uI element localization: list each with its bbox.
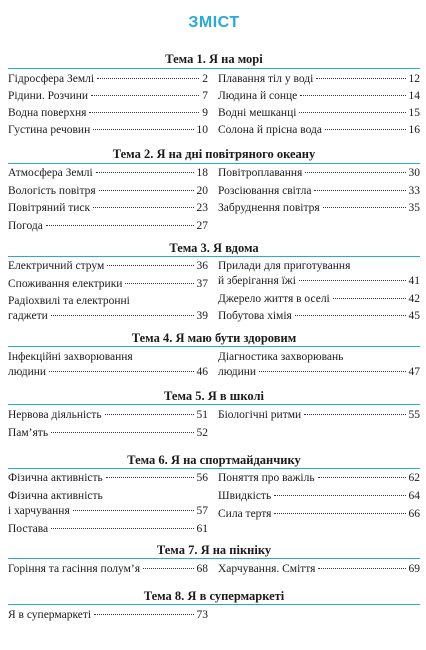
dot-leader xyxy=(143,568,193,569)
dot-leader xyxy=(94,614,193,615)
entry-title: Людина й сонце xyxy=(218,90,298,102)
dot-leader xyxy=(105,414,194,415)
entry-title: Повітряний тиск xyxy=(8,202,91,214)
dot-leader xyxy=(96,172,194,173)
toc-entry[interactable] xyxy=(218,408,420,423)
page-number: 33 xyxy=(408,184,420,197)
page-number: 37 xyxy=(196,277,208,290)
dot-leader xyxy=(49,371,193,372)
topic-divider xyxy=(8,558,420,559)
entry-title: людини xyxy=(8,366,47,378)
page-number: 2 xyxy=(202,73,208,85)
page-number: 45 xyxy=(408,310,420,322)
entry-title: Швидкість xyxy=(218,490,272,502)
toc-entry[interactable] xyxy=(218,507,420,522)
dot-leader xyxy=(51,432,193,433)
page-number: 27 xyxy=(196,219,208,232)
dot-leader xyxy=(97,78,199,79)
entry-title: Погода xyxy=(8,219,43,232)
toc-entry[interactable] xyxy=(218,292,420,307)
entry-title: Водні мешканці xyxy=(218,107,297,119)
dot-leader xyxy=(73,510,194,511)
toc-entry[interactable] xyxy=(8,259,208,274)
toc-entry[interactable] xyxy=(218,309,420,324)
entry-title: Повітроплавання xyxy=(218,167,303,179)
entry-title: Плавання тіл у воді xyxy=(218,73,314,85)
page-number: 55 xyxy=(408,409,420,421)
page-number: 52 xyxy=(196,427,208,439)
toc-entry[interactable] xyxy=(8,219,208,234)
dot-leader xyxy=(51,528,193,529)
entry-title-line: Інфекційні захворювання xyxy=(8,351,133,363)
entry-title: Харчування. Сміття xyxy=(218,563,316,575)
page-number: 10 xyxy=(196,124,208,136)
toc-entry[interactable] xyxy=(218,89,420,104)
page-number: 66 xyxy=(408,508,420,520)
page-number: 36 xyxy=(196,260,208,272)
page-number: 9 xyxy=(202,107,208,119)
dot-leader xyxy=(107,265,193,266)
entry-title: Побутова хімія xyxy=(218,310,292,322)
dot-leader xyxy=(325,129,406,130)
toc-entry[interactable] xyxy=(218,350,420,380)
page-number: 42 xyxy=(408,292,420,305)
topic-heading: Тема 3. Я вдома xyxy=(169,241,259,255)
dot-leader xyxy=(93,129,193,130)
toc-entry[interactable] xyxy=(8,106,208,121)
entry-title: Сила тертя xyxy=(218,508,272,520)
page-number: 39 xyxy=(196,310,208,322)
topic-heading: Тема 1. Я на морі xyxy=(165,52,263,66)
topic-heading: Тема 4. Я маю бути здоровим xyxy=(131,331,297,345)
page-number: 12 xyxy=(408,73,420,85)
toc-entry[interactable] xyxy=(8,350,208,380)
dot-leader xyxy=(274,513,405,514)
page-number: 61 xyxy=(196,523,208,535)
topic-heading: Тема 8. Я в супермаркеті xyxy=(143,589,285,603)
toc-entry[interactable] xyxy=(8,277,208,292)
page-number: 30 xyxy=(408,167,420,179)
page-number: 15 xyxy=(408,107,420,119)
entry-title: Рідини. Розчини xyxy=(8,90,89,102)
topic-divider xyxy=(8,68,420,69)
entry-title: Атмосфера Землі xyxy=(8,167,93,179)
page-number: 14 xyxy=(408,90,420,102)
entry-title: Поняття про важіль xyxy=(218,472,315,484)
entry-title-line: Радіохвилі та електронні xyxy=(8,295,130,307)
dot-leader xyxy=(91,95,199,96)
entry-title: Я в супермаркеті xyxy=(8,609,92,621)
entry-title: Забруднення повітря xyxy=(218,202,320,214)
page-number: 69 xyxy=(408,563,420,575)
entry-title: Розсіювання світла xyxy=(218,184,312,197)
toc-entry[interactable] xyxy=(218,72,420,87)
dot-leader xyxy=(333,298,406,299)
toc-entry[interactable] xyxy=(218,166,420,181)
dot-leader xyxy=(299,280,406,281)
dot-leader xyxy=(89,112,199,113)
topic-divider xyxy=(8,468,420,469)
page-number: 16 xyxy=(408,124,420,136)
topic-divider xyxy=(8,346,420,347)
topic-divider xyxy=(8,256,420,257)
dot-leader xyxy=(300,95,405,96)
entry-title: Споживання електрики xyxy=(8,277,123,290)
page-number: 51 xyxy=(196,409,208,421)
entry-title: і харчування xyxy=(8,505,70,517)
entry-title: Вологість повітря xyxy=(8,184,96,197)
dot-leader xyxy=(106,477,194,478)
toc-entry[interactable] xyxy=(218,123,420,138)
topic-heading: Тема 2. Я на дні повітряного океану xyxy=(112,147,316,161)
entry-title: Фізична активність xyxy=(8,472,103,484)
toc-entry[interactable] xyxy=(8,294,208,324)
entry-title: Джерело життя в оселі xyxy=(218,292,330,305)
toc-entry[interactable] xyxy=(8,562,208,577)
dot-leader xyxy=(305,172,405,173)
entry-title-line: Фізична активність xyxy=(8,490,103,502)
page-title: ЗМІСТ xyxy=(188,14,240,31)
topic-heading: Тема 6. Я на спортмайданчику xyxy=(127,453,301,467)
toc-entry[interactable] xyxy=(218,184,420,199)
page-number: 47 xyxy=(408,366,420,378)
dot-leader xyxy=(295,315,406,316)
dot-leader xyxy=(99,190,194,191)
dot-leader xyxy=(304,414,405,415)
toc-entry[interactable] xyxy=(218,471,420,486)
page-number: 7 xyxy=(202,90,208,102)
dot-leader xyxy=(314,190,405,191)
toc-entry[interactable] xyxy=(8,408,208,423)
toc-entry[interactable] xyxy=(8,201,208,216)
dot-leader xyxy=(316,78,405,79)
toc-entry[interactable] xyxy=(8,89,208,104)
toc-entry[interactable] xyxy=(218,201,420,216)
entry-title-line: Діагностика захворювань xyxy=(218,351,344,363)
toc-entry[interactable] xyxy=(218,562,420,577)
page-number: 20 xyxy=(196,184,208,197)
toc-entry[interactable] xyxy=(8,608,208,623)
entry-title: Електричний струм xyxy=(8,260,105,272)
entry-title: Постава xyxy=(8,523,49,535)
toc-entry[interactable] xyxy=(8,522,208,537)
topic-heading: Тема 7. Я на пікніку xyxy=(156,543,272,557)
toc-entry[interactable] xyxy=(8,426,208,441)
dot-leader xyxy=(93,207,193,208)
dot-leader xyxy=(274,495,405,496)
entry-title: людини xyxy=(218,366,257,378)
toc-entry[interactable] xyxy=(218,106,420,121)
toc-entry[interactable] xyxy=(8,166,208,181)
entry-title: Солона й прісна вода xyxy=(218,124,322,136)
page-number: 57 xyxy=(196,505,208,517)
toc-entry[interactable] xyxy=(218,489,420,504)
toc-entry[interactable] xyxy=(8,184,208,199)
page-number: 46 xyxy=(196,366,208,378)
topic-divider xyxy=(8,163,420,164)
toc-entry[interactable] xyxy=(8,489,208,519)
page-number: 18 xyxy=(196,167,208,179)
topic-divider xyxy=(8,604,420,605)
entry-title: Водна поверхня xyxy=(8,107,87,119)
page-number: 62 xyxy=(408,472,420,484)
entry-title: Густина речовин xyxy=(8,124,91,136)
entry-title: Гідросфера Землі xyxy=(8,73,95,85)
page-number: 64 xyxy=(408,490,420,502)
entry-title: Нервова діяльність xyxy=(8,409,102,421)
entry-title: гаджети xyxy=(8,310,48,322)
toc-entry[interactable] xyxy=(8,123,208,138)
toc-entry[interactable] xyxy=(8,471,208,486)
topic-heading: Тема 5. Я в школі xyxy=(164,389,264,403)
dot-leader xyxy=(323,207,406,208)
entry-title: й зберігання їжі xyxy=(218,275,296,287)
topic-divider xyxy=(8,404,420,405)
entry-title: Біологічні ритми xyxy=(218,409,302,421)
entry-title: Горіння та гасіння полум’я xyxy=(8,563,141,575)
toc-entry[interactable] xyxy=(218,259,420,289)
toc-entry[interactable] xyxy=(8,72,208,87)
page-number: 68 xyxy=(196,563,208,575)
dot-leader xyxy=(51,315,194,316)
page-number: 35 xyxy=(408,202,420,214)
entry-title-line: Прилади для приготування xyxy=(218,260,351,272)
dot-leader xyxy=(46,225,194,226)
entry-title: Пам’ять xyxy=(8,427,49,439)
page-number: 73 xyxy=(196,609,208,621)
dot-leader xyxy=(318,568,405,569)
dot-leader xyxy=(259,371,405,372)
dot-leader xyxy=(318,477,406,478)
dot-leader xyxy=(125,283,193,284)
page-number: 56 xyxy=(196,472,208,484)
page-number: 41 xyxy=(408,275,420,287)
dot-leader xyxy=(299,112,405,113)
page-number: 23 xyxy=(196,202,208,214)
